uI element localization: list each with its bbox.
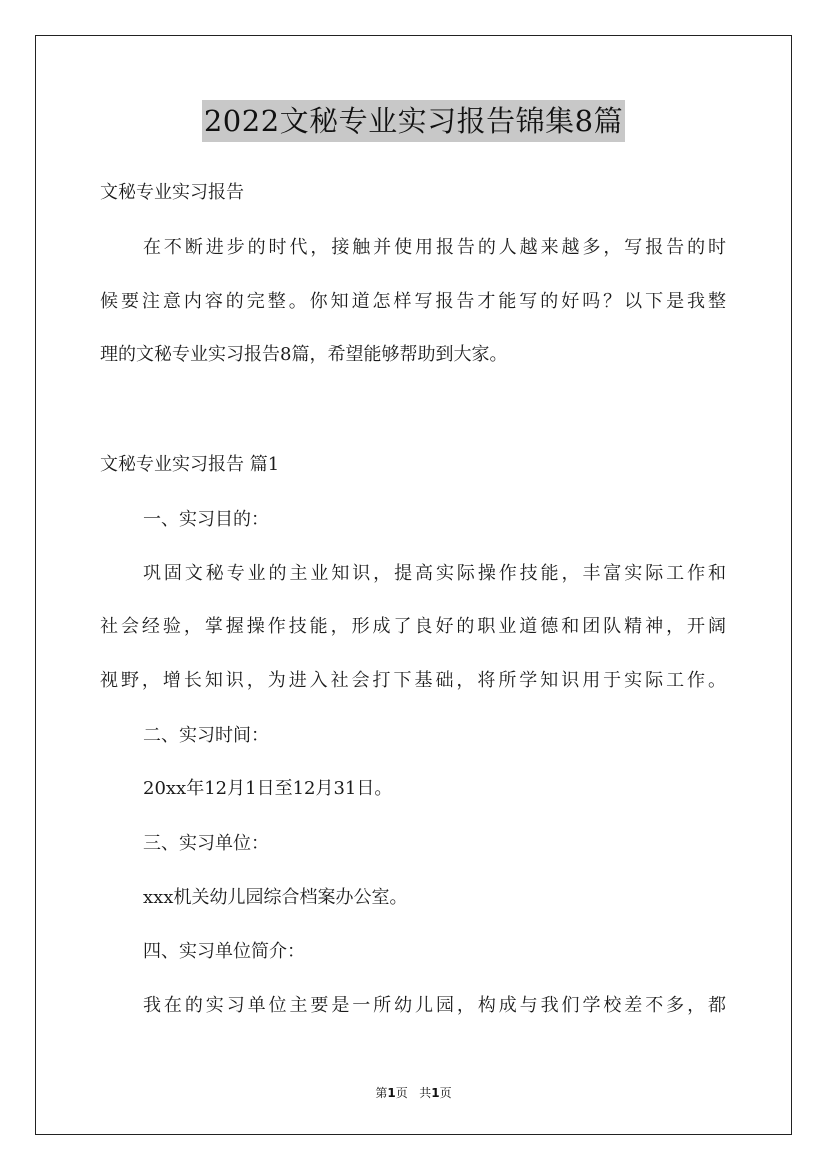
title-wrapper: [0, 100, 827, 142]
unit-body: xxx机关幼儿园综合档案办公室。: [143, 887, 408, 908]
document-subtitle: 文秘专业实习报告: [100, 182, 244, 203]
purpose-line-3: 视野，增长知识，为进入社会打下基础，将所学知识用于实际工作。: [100, 670, 726, 691]
intro-unit-heading: 四、实习单位简介：: [143, 941, 305, 962]
purpose-line-2: 社会经验，掌握操作技能，形成了良好的职业道德和团队精神，开阔: [100, 616, 726, 637]
intro-unit-body: 我在的实习单位主要是一所幼儿园，构成与我们学校差不多，都: [143, 995, 726, 1016]
footer-total-prefix: 共: [419, 1086, 432, 1100]
time-heading: 二、实习时间：: [143, 725, 269, 746]
purpose-line-1: 巩固文秘专业的主业知识，提高实际操作技能，丰富实际工作和: [143, 563, 726, 584]
footer-page-prefix: 第: [375, 1086, 388, 1100]
unit-heading: 三、实习单位：: [143, 833, 269, 854]
purpose-heading: 一、实习目的：: [143, 509, 269, 530]
intro-line-3: 理的文秘专业实习报告8篇，希望能够帮助到大家。: [100, 344, 508, 365]
time-body: 20xx年12月1日至12月31日。: [143, 778, 393, 799]
footer-page-suffix: 页: [395, 1086, 408, 1100]
footer-total-pages: 1: [431, 1086, 440, 1100]
footer-page-number: 1: [387, 1086, 396, 1100]
section-heading: 文秘专业实习报告 篇1: [100, 454, 280, 475]
intro-line-2: 候要注意内容的完整。你知道怎样写报告才能写的好吗？以下是我整: [100, 291, 726, 312]
footer-total-suffix: 页: [439, 1086, 452, 1100]
intro-line-1: 在不断进步的时代，接触并使用报告的人越来越多，写报告的时: [143, 237, 726, 258]
page-footer: [0, 1085, 827, 1101]
document-title: 2022文秘专业实习报告锦集8篇: [202, 100, 625, 142]
